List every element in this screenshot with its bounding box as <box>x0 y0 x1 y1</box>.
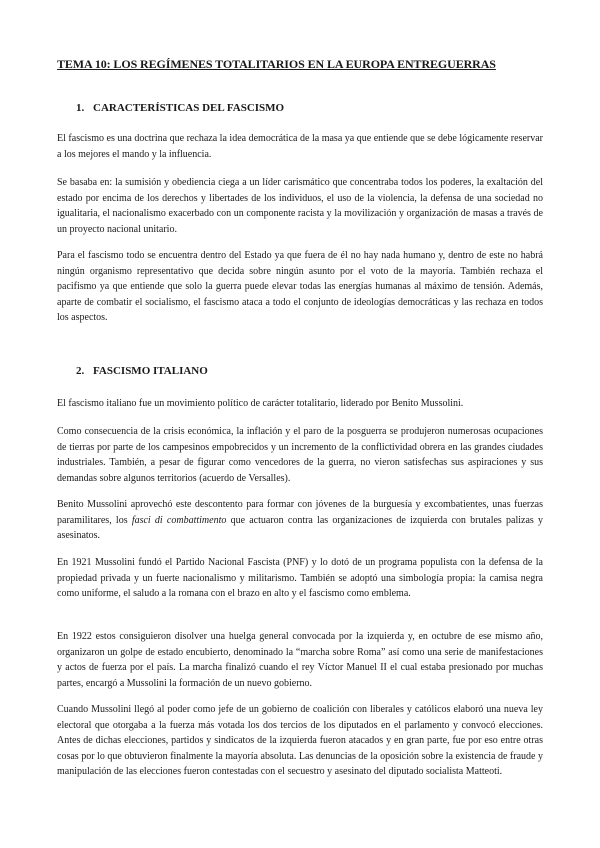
section-1-paragraph-1: El fascismo es una doctrina que rechaza la idea democrática de la masa ya que entiende que se debe lógicamente reservar a los mejores el mando y la influencia. <box>57 133 543 160</box>
section-1-heading <box>76 102 284 114</box>
fasci-di-combattimento-term: fasci di combattimento <box>131 514 227 526</box>
section-1-title: CARACTERÍSTICAS DEL FASCISMO <box>93 102 285 114</box>
section-1-number: 1. <box>76 102 85 114</box>
section-2-paragraph-3-start: Benito Mussolini aprovechó este descontento para formar con jóvenes de la burguesía y excombatientes, unas fuerzas paramilitares, los <box>57 499 543 526</box>
section-1-paragraph-3: Para el fascismo todo se encuentra dentro del Estado ya que fuera de él no hay nada humano y, dentro de este no habrá ningún organismo representativo que decida sobre ningún asunto por el voto de la mayoría. También rechaza el pacifismo ya que entiende que solo la guerra puede elevar todas las energías humanas al máximo de tensión. Además, aparte de combatir el socialismo, el fascismo ataca a todo el conjunto de ideologías democráticas y las rechaza en todos los aspectos. <box>57 250 543 324</box>
document-title: TEMA 10: LOS REGÍMENES TOTALITARIOS EN LA EUROPA ENTREGUERRAS <box>57 57 496 71</box>
section-2-paragraph-6: Cuando Mussolini llegó al poder como jefe de un gobierno de coalición con liberales y católicos elaboró una nueva ley electoral que otorgaba a la fuerza más votada los dos tercios de los diputados en el parlamento y convocó elecciones. Antes de dichas elecciones, partidos y sindicatos de la izquierda fueron atacados y en gran parte, fue por eso entre otras cosas por lo que obtuvieron finalmente la mayoría absoluta. Las denuncias de la oposición sobre la existencia de fraude y manipulación de las elecciones fueron contestadas con el secuestro y asesinato del diputado socialista Matteoti. <box>57 704 543 778</box>
section-2-paragraph-1: El fascismo italiano fue un movimiento político de carácter totalitario, liderado por Benito Mussolini. <box>57 398 464 409</box>
section-2-paragraph-3 <box>57 497 543 544</box>
section-2-paragraph-4: En 1921 Mussolini fundó el Partido Nacional Fascista (PNF) y lo dotó de un programa populista con la defensa de la propiedad privada y un fuerte nacionalismo y militarismo. También se adoptó una simbología propia: la camisa negra como uniforme, el saludo a la romana con el brazo en alto y el fascismo como emblema. <box>57 557 543 600</box>
section-2-paragraph-2: Como consecuencia de la crisis económica, la inflación y el paro de la posguerra se produjeron numerosas ocupaciones de tierras por parte de los campesinos empobrecidos y un incremento de la conflictividad obrera en las grandes ciudades industriales. También, a pesar de figurar como vencedores de la guerra, no vieron satisfechas sus aspiraciones y sus demandas sobre algunos territorios (acuerdo de Versalles). <box>57 426 543 484</box>
section-2-paragraph-3-end: que actuaron contra las organizaciones de izquierda con brutales palizas y asesinatos. <box>57 514 543 542</box>
section-2-paragraph-5: En 1922 estos consiguieron disolver una huelga general convocada por la izquierda y, en octubre de ese mismo año, organizaron un golpe de estado encubierto, denominado la “marcha sobre Roma” así como una serie de manifestaciones y actos de fuerza por el país. La marcha finalizó cuando el rey Víctor Manuel II el cual estaba presionado por muchas partes, encargó a Mussolini la formación de un nuevo gobierno. <box>57 631 543 689</box>
section-2-title: FASCISMO ITALIANO <box>93 365 208 377</box>
section-1-paragraph-2: Se basaba en: la sumisión y obediencia ciega a un líder carismático que concentraba todos los poderes, la exaltación del estado por encima de los derechos y libertades de los individuos, el uso de la violencia, la defensa de una sociedad no igualitaria, el nacionalismo exacerbado con un componente racista y la movilización y organización de masas a través de un proyecto nacional unitario. <box>57 177 543 235</box>
section-2-heading <box>76 365 208 377</box>
section-2-number: 2. <box>76 365 85 377</box>
